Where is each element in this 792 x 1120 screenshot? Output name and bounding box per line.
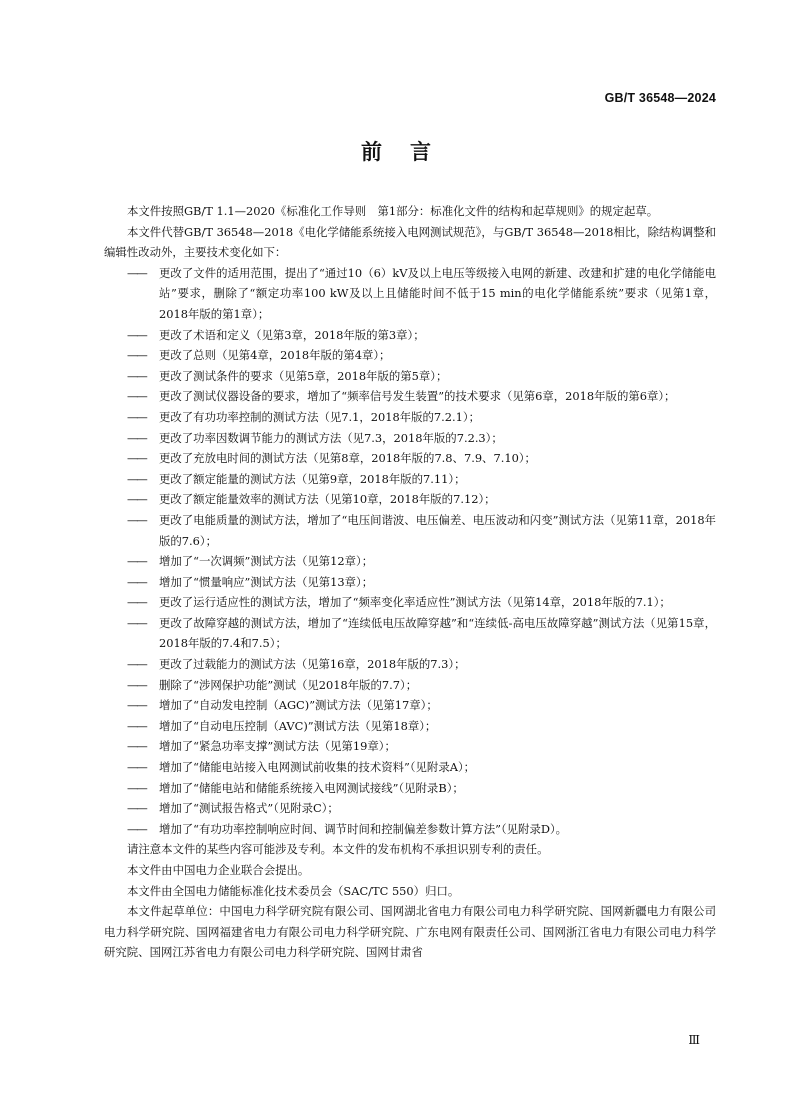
- list-item: [127, 345, 716, 366]
- dash-marker: ——: [127, 615, 146, 630]
- paragraph-drafting-rules: 本文件按照GB/T 1.1—2020《标准化工作导则 第1部分：标准化文件的结构和起草规则》的规定起草。: [127, 204, 659, 218]
- list-item: [127, 675, 716, 696]
- list-item-text: 增加了“惯量响应”测试方法（见第13章）；: [159, 574, 374, 589]
- list-item-text: 更改了总则（见第4章，2018年版的第4章）；: [159, 348, 391, 363]
- dash-marker: ——: [127, 780, 146, 795]
- list-item-text: 更改了有功功率控制的测试方法（见7.1，2018年版的7.2.1）；: [159, 409, 480, 424]
- dash-marker: ——: [127, 348, 146, 363]
- dash-marker: ——: [127, 409, 146, 424]
- page-number: Ⅲ: [688, 1033, 700, 1047]
- list-item-text: 更改了额定能量的测试方法（见第9章，2018年版的7.11）；: [159, 471, 466, 486]
- list-item: [127, 757, 716, 778]
- list-item: [127, 654, 716, 675]
- dash-marker: ——: [127, 801, 146, 816]
- list-item: [127, 572, 716, 593]
- dash-marker: ——: [127, 512, 146, 527]
- page-title: 前言: [361, 140, 459, 164]
- list-item: [127, 448, 716, 469]
- list-item-text: 增加了“储能电站接入电网测试前收集的技术资料”（见附录A）；: [159, 760, 476, 775]
- list-item: [127, 407, 716, 428]
- dash-marker: ——: [127, 492, 146, 507]
- dash-marker: ——: [127, 595, 146, 610]
- dash-marker: ——: [127, 760, 146, 775]
- dash-marker: ——: [127, 677, 146, 692]
- list-item-text: 删除了“涉网保护功能”测试（见2018年版的7.7）；: [159, 677, 418, 692]
- foreword-body: [104, 201, 716, 963]
- list-item-text: 增加了“测试报告格式”（见附录C）；: [159, 801, 339, 816]
- dash-marker: ——: [127, 389, 146, 404]
- list-item-text: 更改了测试仪器设备的要求，增加了“频率信号发生装置”的技术要求（见第6章，2018年版的第6章）；: [159, 389, 676, 404]
- list-item-text: 更改了测试条件的要求（见第5章，2018年版的第5章）；: [159, 368, 448, 383]
- list-item: [127, 263, 716, 325]
- list-item-text: 更改了充放电时间的测试方法（见第8章，2018年版的7.8、7.9、7.10）；: [159, 451, 536, 466]
- list-item-text: 更改了文件的适用范围，提出了“通过10（6）kV及以上电压等级接入电网的新建、改建和扩建的电化学储能电站”要求，删除了“额定功率100 kW及以上且储能时间不低于15 min的电化学储能系统”要求（见第1章，2018年版的第1章）；: [159, 265, 716, 321]
- list-item-text: 更改了过载能力的测试方法（见第16章，2018年版的7.3）；: [159, 657, 466, 672]
- list-item: [127, 819, 716, 840]
- list-item-text: 增加了“有功功率控制响应时间、调节时间和控制偏差参数计算方法”（见附录D）。: [159, 821, 568, 836]
- list-item-text: 更改了功率因数调节能力的测试方法（见7.3，2018年版的7.2.3）；: [159, 430, 503, 445]
- list-item: [127, 736, 716, 757]
- dash-marker: ——: [127, 739, 146, 754]
- dash-marker: ——: [127, 657, 146, 672]
- list-item: [127, 551, 716, 572]
- list-item: [127, 428, 716, 449]
- list-item: [127, 798, 716, 819]
- list-item: [127, 366, 716, 387]
- paragraph-administered-by: 本文件由全国电力储能标准化技术委员会（SAC/TC 550）归口。: [127, 883, 460, 898]
- list-item-text: 更改了额定能量效率的测试方法（见第10章，2018年版的7.12）；: [159, 492, 496, 507]
- list-item-text: 增加了“自动电压控制（AVC)”测试方法（见第18章）；: [159, 718, 437, 733]
- standard-number: GB/T 36548—2024: [604, 91, 716, 105]
- dash-marker: ——: [127, 718, 146, 733]
- list-item: [127, 778, 716, 799]
- list-item-text: 增加了“一次调频”测试方法（见第12章）；: [159, 554, 374, 569]
- list-item: [127, 510, 716, 551]
- dash-marker: ——: [127, 368, 146, 383]
- list-item-text: 更改了术语和定义（见第3章，2018年版的第3章）；: [159, 327, 425, 342]
- paragraph-drafting-units: 本文件起草单位：中国电力科学研究院有限公司、国网湖北省电力有限公司电力科学研究院、国网新疆电力有限公司电力科学研究院、国网福建省电力有限公司电力科学研究院、广东电网有限责任公司、国网浙江省电力有限公司电力科学研究院、国网江苏省电力有限公司电力科学研究院、国网甘肃省: [104, 904, 716, 960]
- list-item: [127, 613, 716, 654]
- list-item-text: 更改了运行适应性的测试方法，增加了“频率变化率适应性”测试方法（见第14章，2018年版的7.1）；: [159, 595, 671, 610]
- dash-marker: ——: [127, 574, 146, 589]
- list-item-text: 更改了电能质量的测试方法，增加了“电压间谐波、电压偏差、电压波动和闪变”测试方法（见第11章，2018年版的7.6）；: [159, 512, 716, 548]
- paragraph-proposed-by: 本文件由中国电力企业联合会提出。: [127, 863, 310, 877]
- dash-marker: ——: [127, 327, 146, 342]
- paragraph-replacement: 本文件代替GB/T 36548—2018《电化学储能系统接入电网测试规范》，与GB/T 36548—2018相比，除结构调整和编辑性改动外，主要技术变化如下：: [104, 224, 716, 260]
- list-item: [127, 592, 716, 613]
- changes-list: [104, 263, 716, 840]
- list-item-text: 更改了故障穿越的测试方法，增加了“连续低电压故障穿越”和“连续低-高电压故障穿越”测试方法（见第15章，2018年版的7.4和7.5）；: [159, 615, 716, 651]
- list-item: [127, 469, 716, 490]
- dash-marker: ——: [127, 471, 146, 486]
- list-item-text: 增加了“自动发电控制（AGC)”测试方法（见第17章）；: [159, 698, 438, 713]
- list-item: [127, 386, 716, 407]
- list-item: [127, 325, 716, 346]
- list-item-text: 增加了“紧急功率支撑”测试方法（见第19章）；: [159, 739, 396, 754]
- dash-marker: ——: [127, 698, 146, 713]
- list-item: [127, 489, 716, 510]
- dash-marker: ——: [127, 554, 146, 569]
- dash-marker: ——: [127, 265, 146, 280]
- list-item: [127, 695, 716, 716]
- paragraph-patent-notice: 请注意本文件的某些内容可能涉及专利。本文件的发布机构不承担识别专利的责任。: [127, 842, 549, 857]
- dash-marker: ——: [127, 451, 146, 466]
- dash-marker: ——: [127, 430, 146, 445]
- list-item: [127, 716, 716, 737]
- dash-marker: ——: [127, 821, 146, 836]
- list-item-text: 增加了“储能电站和储能系统接入电网测试接线”（见附录B）；: [159, 780, 464, 795]
